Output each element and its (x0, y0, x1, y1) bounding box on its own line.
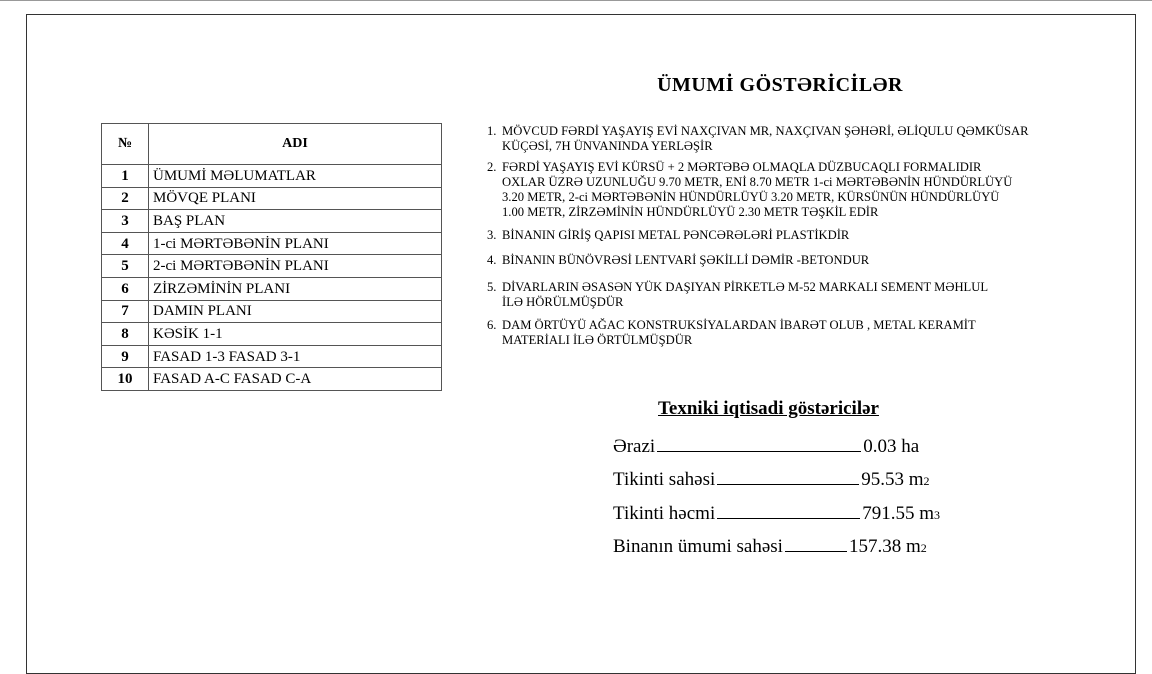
note-number: 3. (487, 228, 497, 242)
row-name: FASAD 1-3 FASAD 3-1 (149, 345, 442, 368)
tech-label: Ərazi (613, 436, 656, 457)
row-name: KƏSİK 1-1 (149, 323, 442, 346)
note-text: FƏRDİ YAŞAYIŞ EVİ KÜRSÜ + 2 MƏRTƏBƏ OLMAQLA DÜZBUCAQLI FORMALIDIR OXLAR ÜZRƏ UZUNLUĞU 9.70 METR, ENİ 8.70 METR 1-ci MƏRTƏBƏNİN HÜNDÜRLÜYÜ 3.20 METR, 2-ci MƏRTƏBƏNİN HÜNDÜRLÜYÜ 3.20 METR, KÜRSÜNÜN HÜNDÜRLÜYÜ 1.00 METR, ZİRZƏMİNİN HÜNDÜRLÜYÜ 2.30 METR TƏŞKİL EDİR (502, 160, 1013, 219)
table-row (102, 210, 442, 233)
table-row (102, 232, 442, 255)
row-number: 8 (102, 323, 149, 346)
table-row (102, 300, 442, 323)
tech-label: Tikinti həcmi (613, 503, 716, 524)
note-text: DAM ÖRTÜYÜ AĞAC KONSTRUKSİYALARDAN İBARƏT OLUB , METAL KERAMİT MATERİALI İLƏ ÖRTÜLMÜŞDÜR (502, 318, 976, 347)
note-text: BİNANIN BÜNÖVRƏSİ LENTVARİ ŞƏKİLLİ DƏMİR -BETONDUR (502, 253, 870, 267)
tech-label: Tikinti sahəsi (613, 469, 716, 490)
note-number: 6. (487, 318, 497, 332)
table-row (102, 323, 442, 346)
tech-row-building-area (613, 469, 930, 491)
note-text: BİNANIN GİRİŞ QAPISI METAL PƏNCƏRƏLƏRİ PLASTİKDİR (502, 228, 850, 242)
table-header-row (102, 124, 442, 165)
row-number: 9 (102, 345, 149, 368)
list-item (487, 318, 1137, 348)
row-number: 4 (102, 232, 149, 255)
row-name: MÖVQE PLANI (149, 187, 442, 210)
general-indicators-title: ÜMUMİ GÖSTƏRİCİLƏR (657, 74, 903, 96)
note-number: 2. (487, 160, 497, 174)
row-name: BAŞ PLAN (149, 210, 442, 233)
leader-line (785, 550, 847, 552)
leader-line (657, 450, 861, 452)
tech-row-area (613, 436, 919, 458)
list-item (487, 253, 1137, 268)
tech-row-building-volume (613, 503, 940, 525)
row-number: 7 (102, 300, 149, 323)
tech-value-exponent: 2 (920, 541, 927, 555)
row-number: 1 (102, 165, 149, 188)
table-row (102, 368, 442, 391)
tech-value: 0.03 ha (863, 436, 920, 457)
table-row (102, 255, 442, 278)
note-number: 5. (487, 280, 497, 294)
row-name: 2-ci MƏRTƏBƏNİN PLANI (149, 255, 442, 278)
tech-row-total-floor-area (613, 536, 927, 558)
table-row (102, 165, 442, 188)
column-header-number: № (102, 124, 149, 165)
tech-value: 95.53 m (861, 469, 924, 490)
column-header-name: ADI (149, 124, 442, 165)
note-text: DİVARLARIN ƏSASƏN YÜK DAŞIYAN PİRKETLƏ M-52 MARKALI SEMENT MƏHLUL İLƏ HÖRÜLMÜŞDÜR (502, 280, 989, 309)
list-item (487, 124, 1137, 154)
tech-value: 157.38 m (848, 536, 921, 557)
row-name: ZİRZƏMİNİN PLANI (149, 277, 442, 300)
row-name: FASAD A-C FASAD C-A (149, 368, 442, 391)
technical-indicators-title: Texniki iqtisadi göstəricilər (658, 398, 879, 419)
leader-line (717, 517, 860, 519)
tech-value-exponent: 3 (934, 508, 941, 522)
row-name: 1-ci MƏRTƏBƏNİN PLANI (149, 232, 442, 255)
drawings-index-table (101, 123, 442, 391)
list-item (487, 228, 1137, 243)
note-text: MÖVCUD FƏRDİ YAŞAYIŞ EVİ NAXÇIVAN MR, NAXÇIVAN ŞƏHƏRİ, ƏLİQULU QƏMKÜSAR KÜÇƏSİ, 7H ÜNVANINDA YERLƏŞİR (502, 124, 1029, 153)
row-number: 10 (102, 368, 149, 391)
table-row (102, 345, 442, 368)
tech-value: 791.55 m (862, 503, 935, 524)
row-number: 2 (102, 187, 149, 210)
list-item (487, 280, 1137, 310)
table-row (102, 277, 442, 300)
row-number: 6 (102, 277, 149, 300)
tech-value-exponent: 2 (923, 474, 930, 488)
list-item (487, 160, 1137, 220)
note-number: 1. (487, 124, 497, 138)
row-number: 3 (102, 210, 149, 233)
row-name: ÜMUMİ MƏLUMATLAR (149, 165, 442, 188)
row-number: 5 (102, 255, 149, 278)
tech-label: Binanın ümumi sahəsi (613, 536, 783, 557)
general-notes-list (487, 124, 1137, 354)
table-row (102, 187, 442, 210)
leader-line (717, 483, 859, 485)
row-name: DAMIN PLANI (149, 300, 442, 323)
note-number: 4. (487, 253, 497, 267)
